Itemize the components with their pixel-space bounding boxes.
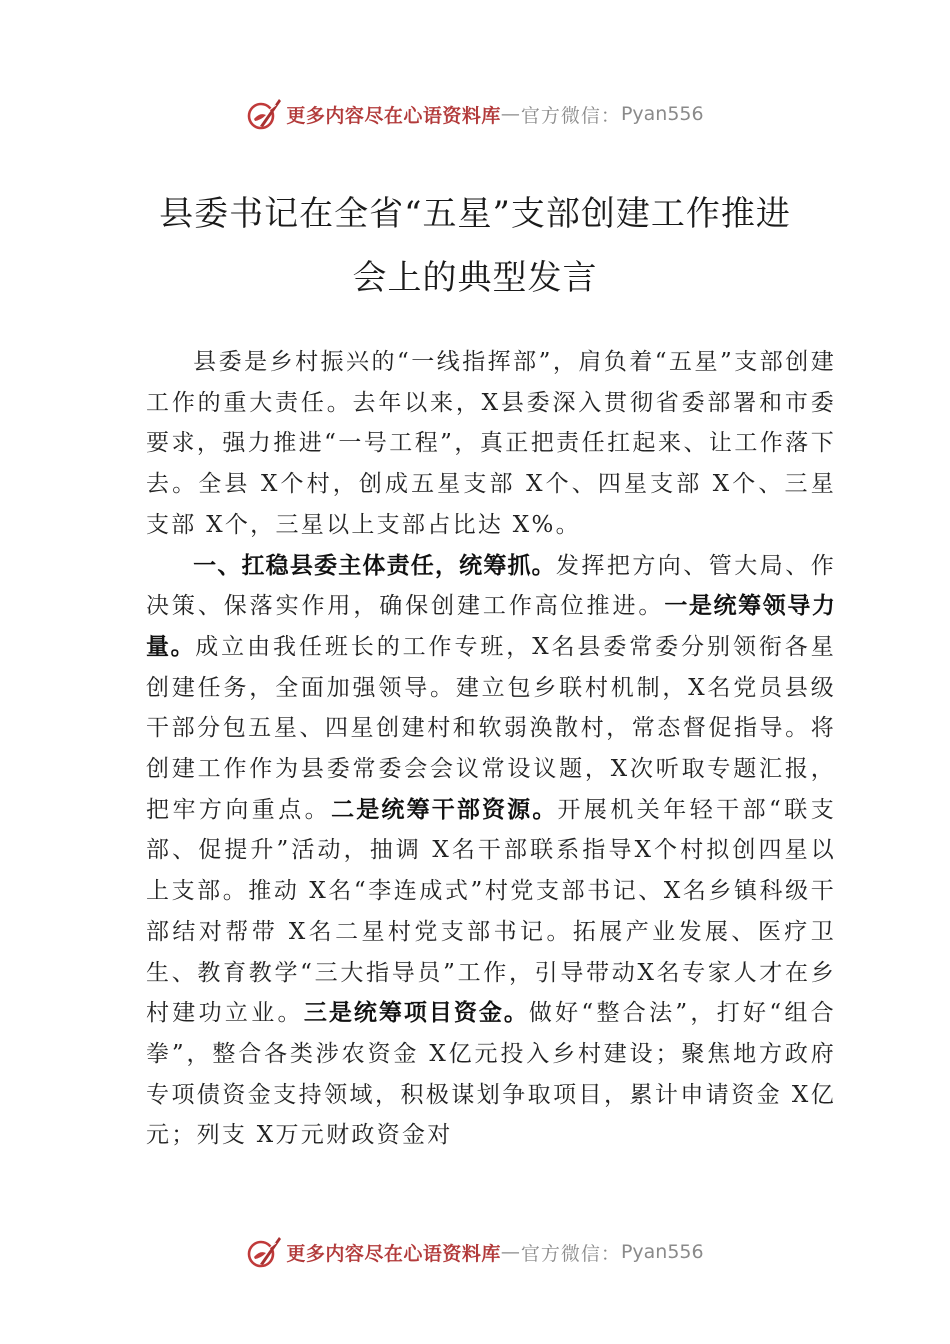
document-title-line-1: 县委书记在全省“五星”支部创建工作推进	[159, 194, 791, 234]
intro-paragraph: 县委是乡村振兴的“一线指挥部”，肩负着“五星”支部创建工作的重大责任。去年以来，X县委深入贯彻省委部署和市委要求，强力推进“一号工程”，真正把责任扛起来、让工作落下去。全县 X个村，创成五星支部 X个、四星支部 X个、三星支部 X个，三星以上支部占比达 X%。	[146, 349, 836, 538]
banner-wechat-id: Pyan556	[620, 103, 704, 125]
banner-brand: 更多内容尽在心语资料库	[286, 104, 501, 127]
banner-wechat-label: 官方微信：	[520, 1242, 621, 1265]
banner-separator: —	[500, 1241, 521, 1263]
header-banner	[0, 94, 950, 134]
footer-banner	[0, 1232, 950, 1272]
section-heading: 一、扛稳县委主体责任，统筹抓。	[193, 551, 556, 579]
section-one-paragraph	[146, 546, 836, 1157]
document-title-line-2: 会上的典型发言	[352, 258, 598, 298]
quill-seal-icon	[246, 1234, 282, 1270]
banner-wechat-label: 官方微信：	[520, 104, 621, 127]
banner-brand: 更多内容尽在心语资料库	[286, 1242, 501, 1265]
banner-separator: —	[500, 103, 521, 125]
section-text: 发挥把方向、管大局、作决策、保落实作用，确保创建工作高位推进。	[146, 552, 836, 620]
point-one-heading: 一是统筹领导力量。	[146, 592, 837, 660]
banner-wechat-id: Pyan556	[620, 1241, 704, 1263]
point-one-text: 成立由我任班长的工作专班，X名县委常委分别领衔各星创建任务，全面加强领导。建立包乡联村机制，X名党员县级干部分包五星、四星创建村和软弱涣散村，常态督促指导。将创建工作作为县委常委会会议常设议题，X次听取专题汇报，把牢方向重点。	[146, 633, 837, 823]
point-two-heading: 二是统筹干部资源。	[331, 795, 558, 823]
point-three-text: 做好“整合法”，打好“组合拳”，整合各类涉农资金 X亿元投入乡村建设；聚焦地方政府专项债资金支持领域，积极谋划争取项目，累计申请资金 X亿元；列支 X万元财政资金对	[146, 1000, 836, 1149]
point-three-heading: 三是统筹项目资金。	[303, 999, 529, 1027]
document-body	[146, 342, 836, 1156]
point-two-text: 开展机关年轻干部“联支部、促提升”活动，抽调 X名干部联系指导X个村拟创四星以上支部。推动 X名“李连成式”村党支部书记、X名乡镇科级干部结对帮带 X名二星村党支部书记。拓展产业发展、医疗卫生、教育教学“三大指导员”工作，引导带动X名专家人才在乡村建功立业。	[146, 796, 836, 1027]
quill-seal-icon	[246, 96, 282, 132]
